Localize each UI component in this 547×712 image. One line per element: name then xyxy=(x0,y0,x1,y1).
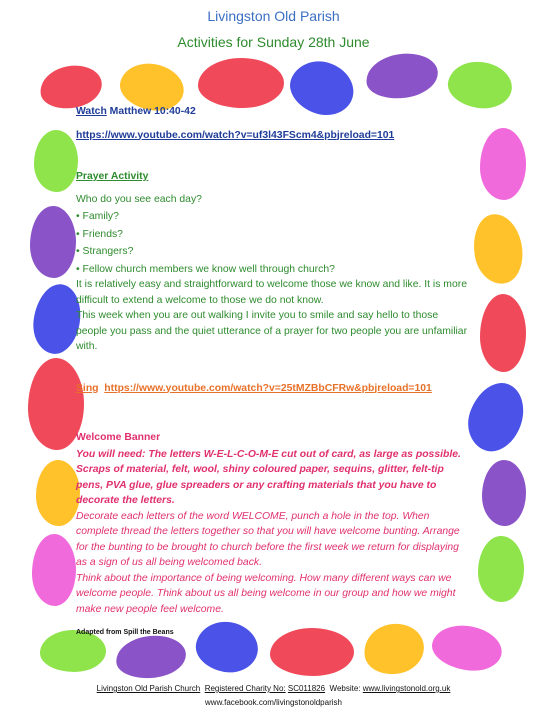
banner-instructions: Decorate each letters of the word WELCOME, punch a hole in the top. When complete thread the letters together so that you will have welcome bunting. Arrange for the bunting to be brought to church before the first week we return for displaying as a sign of us all being welcomed back. xyxy=(76,510,460,568)
jelly-bean-decoration xyxy=(460,375,533,459)
source-credit: Adapted from Spill the Beans xyxy=(76,629,174,636)
prayer-paragraph: It is relatively easy and straightforward to welcome those we know and like. It is more difficult to extend a welcome to those we do not know. xyxy=(76,279,467,306)
list-item: • Friends? xyxy=(76,227,468,243)
jelly-bean-decoration xyxy=(198,58,284,108)
list-item: • Family? xyxy=(76,209,468,225)
jelly-bean-decoration xyxy=(34,130,78,192)
prayer-bullet-list xyxy=(76,209,468,277)
jelly-bean-decoration xyxy=(480,128,526,200)
list-item: • Fellow church members we know well through church? xyxy=(76,262,468,278)
sing-video-link[interactable]: https://www.youtube.com/watch?v=25tMZBbCFRw&pbjreload=101 xyxy=(104,382,432,394)
jelly-bean-decoration xyxy=(468,210,527,287)
list-item: • Strangers? xyxy=(76,244,468,260)
church-name: Livingston Old Parish Church xyxy=(96,684,201,693)
prayer-activity-heading: Prayer Activity xyxy=(76,171,149,182)
footer-line xyxy=(0,684,547,693)
sing-line xyxy=(76,381,468,397)
jelly-bean-decoration xyxy=(36,460,80,526)
page-subtitle: Activities for Sunday 28th June xyxy=(177,34,370,50)
jelly-bean-decoration xyxy=(30,206,76,278)
website-link[interactable]: www.livingstonold.org.uk xyxy=(362,684,451,693)
facebook-link[interactable]: www.facebook.com/livingstonoldparish xyxy=(205,698,342,707)
activities-content xyxy=(76,104,468,641)
watch-reference: Matthew 10:40-42 xyxy=(106,106,196,117)
jelly-bean-decoration xyxy=(482,460,526,526)
charity-number: SC011826 xyxy=(287,684,326,693)
page-title: Livingston Old Parish xyxy=(207,8,340,24)
jelly-bean-decoration xyxy=(32,534,76,606)
banner-materials: You will need: The letters W-E-L-C-O-M-E cut out of card, as large as possible. Scraps of material, felt, wool, shiny coloured paper, sequins, glitter, felt-tip pens, PVA glue, glue spreaders or any crafting materials that you have to decorate the letters. xyxy=(76,448,461,506)
jelly-bean-decoration xyxy=(478,536,524,602)
welcome-banner-heading: Welcome Banner xyxy=(76,432,161,443)
prayer-question: Who do you see each day? xyxy=(76,193,202,205)
watch-video-link[interactable]: https://www.youtube.com/watch?v=uf3l43FScm4&pbjreload=101 xyxy=(76,129,395,141)
jelly-bean-decoration xyxy=(480,294,526,372)
jelly-bean-decoration xyxy=(363,49,440,103)
sing-label: Sing xyxy=(76,382,99,394)
charity-label: Registered Charity No: xyxy=(204,684,286,693)
banner-reflection: Think about the importance of being welcoming. How many different ways can we welcome people. Think about us all being welcome in our group and how we might make new people feel welcome. xyxy=(76,572,456,615)
watch-line xyxy=(76,104,468,120)
website-label: Website: xyxy=(329,684,361,693)
watch-label: Watch xyxy=(76,106,107,117)
prayer-paragraph: This week when you are out walking I invite you to smile and say hello to those people you pass and the quiet utterance of a prayer for two people you are unfamiliar with. xyxy=(76,310,468,352)
